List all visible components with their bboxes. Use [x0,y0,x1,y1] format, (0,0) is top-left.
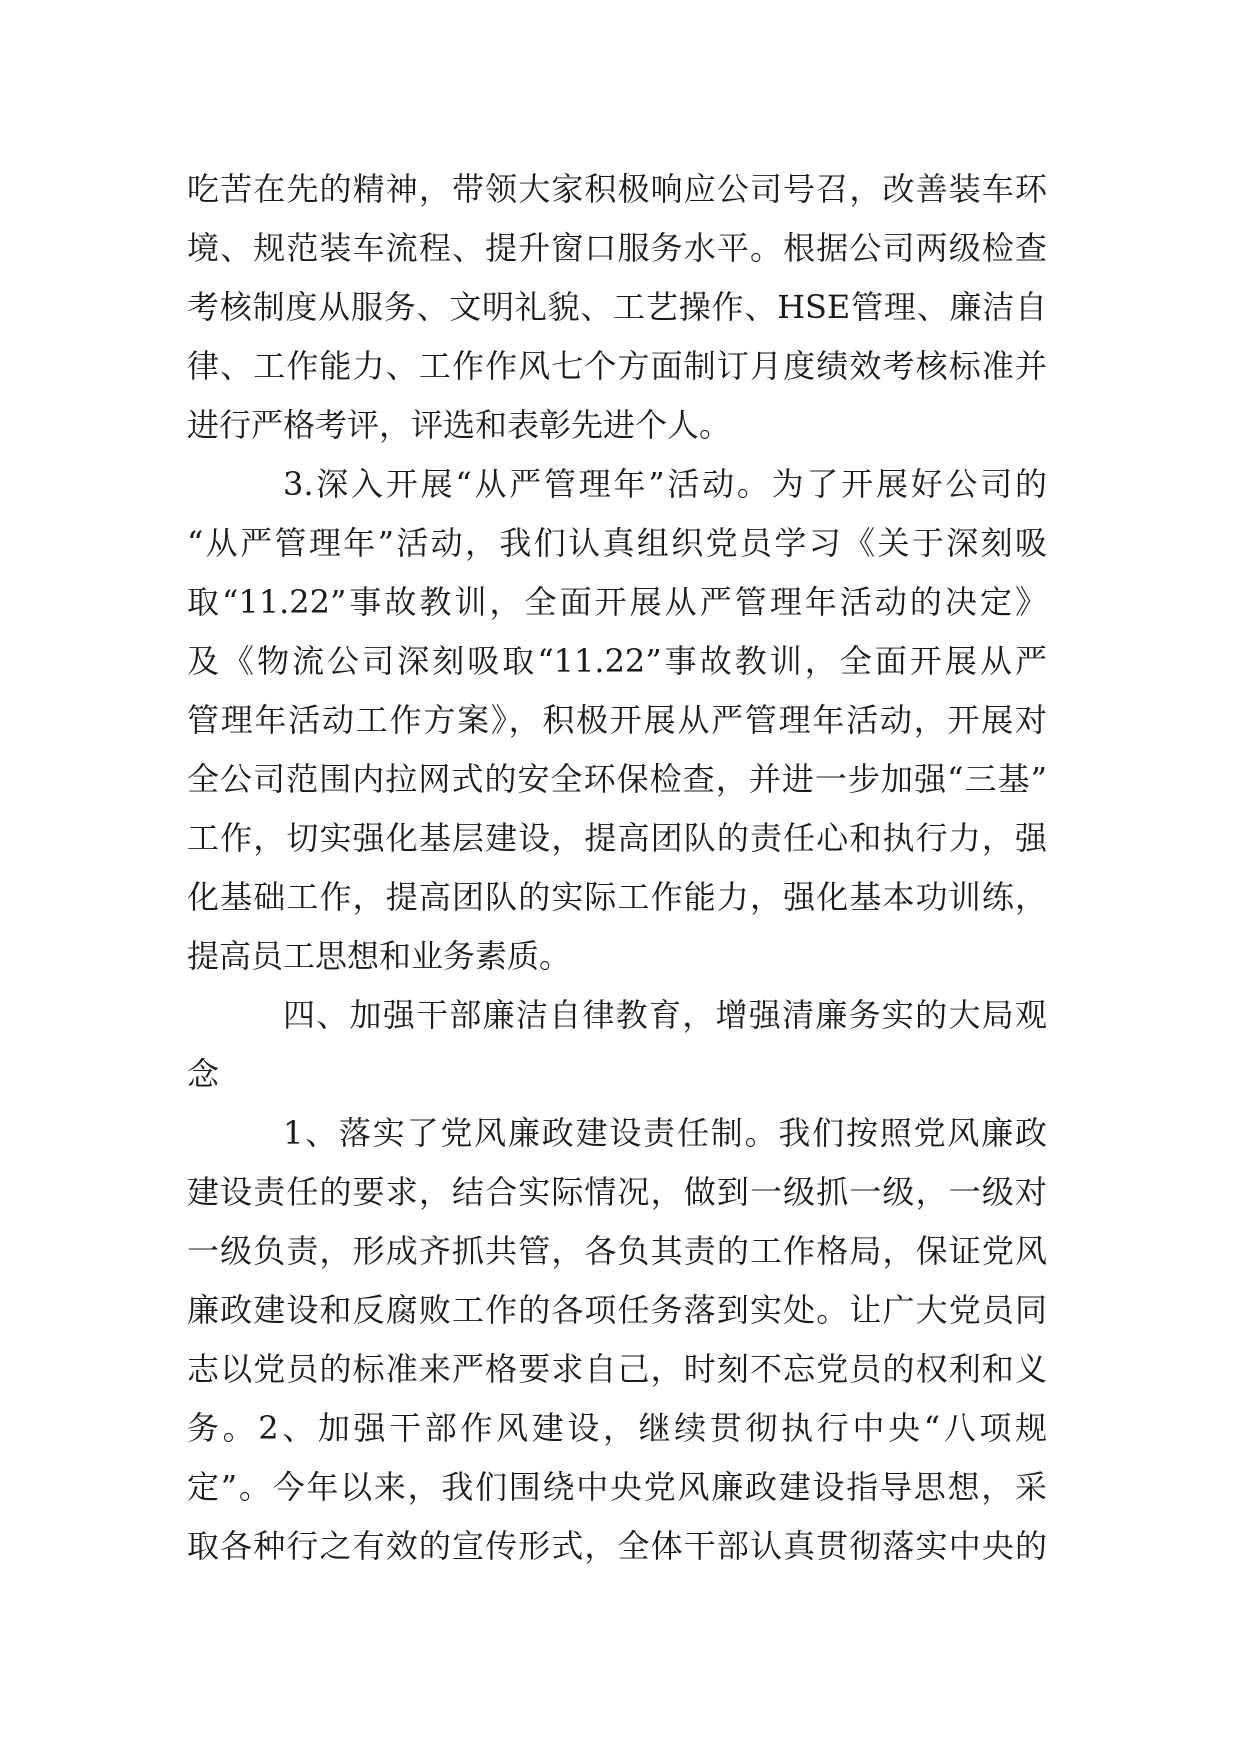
text-line: “从严管理年”活动，我们认真组织党员学习《关于深刻吸 [187,524,1047,562]
section-item-heading: 3.深入开展“从严管理年”活动。为了开展好公司的 [283,465,1047,503]
text-line: 定”。今年以来，我们围绕中央党风廉政建设指导思想，采 [187,1468,1047,1506]
text-line: 境、规范装车流程、提升窗口服务水平。根据公司两级检查 [187,229,1047,267]
text-line: 管理年活动工作方案》，积极开展从严管理年活动，开展对 [187,701,1047,739]
body-text [187,160,1047,1576]
text-line: 建设责任的要求，结合实际情况，做到一级抓一级，一级对 [187,1173,1047,1211]
text-line: 提高员工思想和业务素质。 [187,937,572,975]
text-line: 化基础工作，提高团队的实际工作能力，强化基本功训练， [187,878,1047,916]
section-heading: 四、加强干部廉洁自律教育，增强清廉务实的大局观 [283,996,1047,1034]
text-line: 取各种行之有效的宣传形式，全体干部认真贯彻落实中央的 [187,1527,1047,1565]
text-line: 一级负责，形成齐抓共管，各负其责的工作格局，保证党风 [187,1232,1047,1270]
text-line: 及《物流公司深刻吸取“11.22”事故教训，全面开展从严 [187,642,1047,680]
section-heading-continuation: 念 [187,1055,220,1093]
section-item-heading: 1、落实了党风廉政建设责任制。我们按照党风廉政 [283,1114,1047,1152]
text-line: 进行严格考评，评选和表彰先进个人。 [187,406,732,444]
text-line: 律、工作能力、工作作风七个方面制订月度绩效考核标准并 [187,347,1047,385]
text-line: 工作，切实强化基层建设，提高团队的责任心和执行力，强 [187,819,1047,857]
text-line: 全公司范围内拉网式的安全环保检查，并进一步加强“三基” [187,760,1047,798]
text-line: 务。2、加强干部作风建设，继续贯彻执行中央“八项规 [187,1409,1047,1447]
text-line: 吃苦在先的精神，带领大家积极响应公司号召，改善装车环 [187,170,1047,208]
text-line: 志以党员的标准来严格要求自己，时刻不忘党员的权利和义 [187,1350,1047,1388]
text-line: 廉政建设和反腐败工作的各项任务落到实处。让广大党员同 [187,1291,1047,1329]
text-line: 取“11.22”事故教训，全面开展从严管理年活动的决定》 [187,583,1047,621]
text-line: 考核制度从服务、文明礼貌、工艺操作、HSE管理、廉洁自 [187,288,1047,326]
